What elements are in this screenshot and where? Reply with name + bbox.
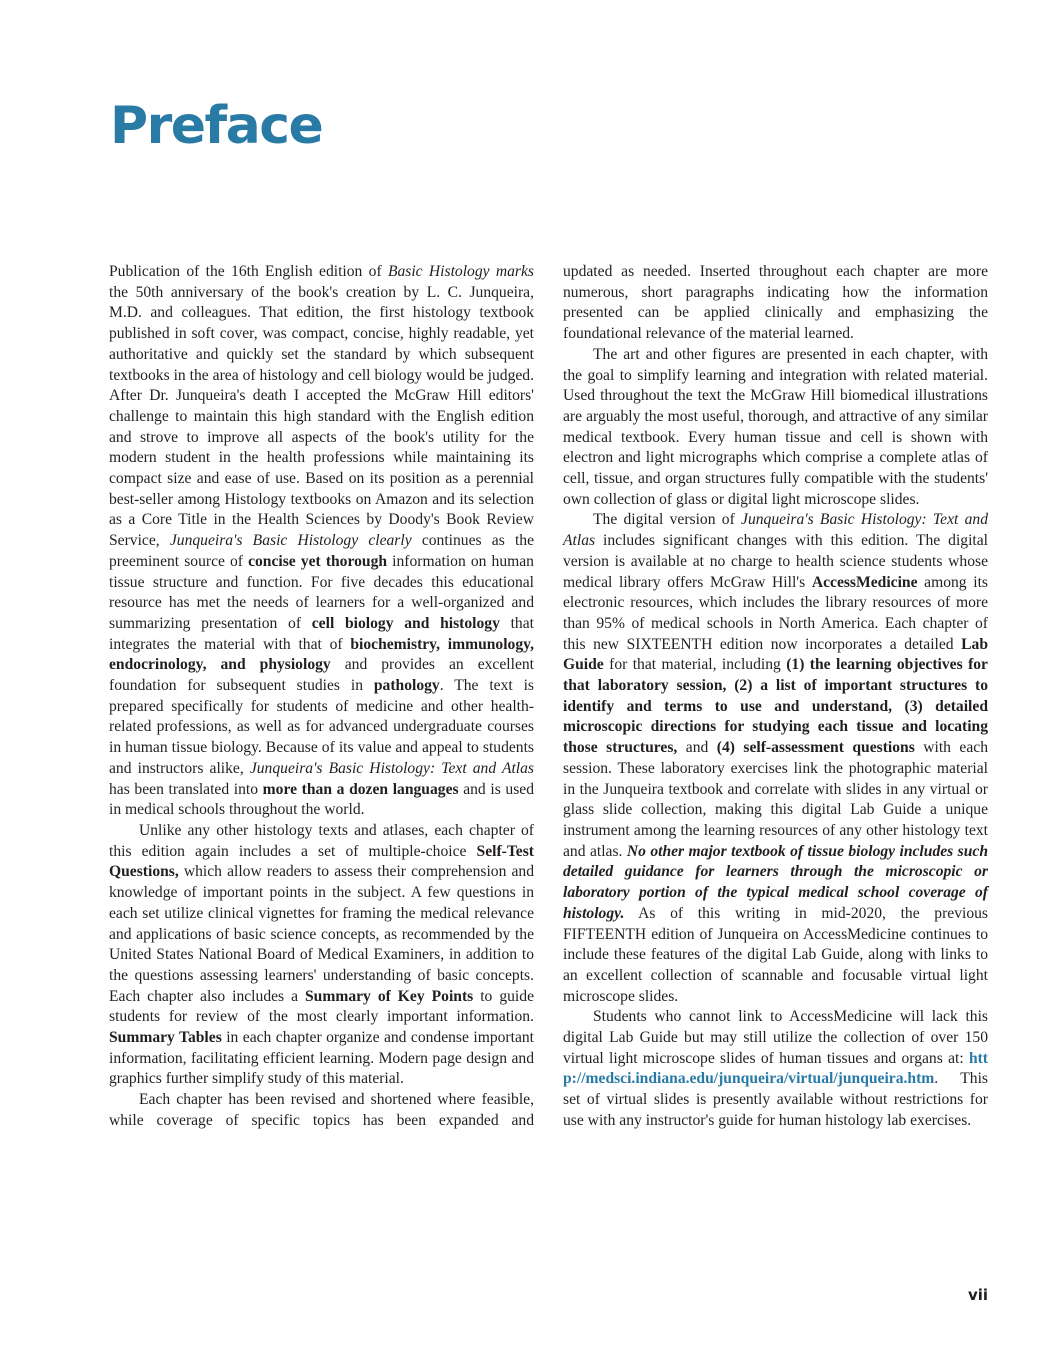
paragraph: updated as needed. Inserted throughout each chapter are more numerous, short paragraphs indicating how the information presented can be applied clinically and emphasizing the foundational relevance of the material learned. — [563, 263, 988, 343]
bold-emphasis: AccessMedicine — [811, 573, 918, 591]
text-run: As of this writing in mid-2020, the previous FIFTEENTH edition of Junqueira on AccessMedicine continues to include these features of the digital Lab Guide, along with links to an excellent collection of scannable and focusable virtual light microscope slides. — [563, 904, 988, 1005]
text-run: and provides an excellent foundation for subsequent studies in — [109, 656, 534, 695]
bold-emphasis: Summary Tables — [109, 1029, 222, 1047]
text-run: for that material, including — [603, 656, 787, 674]
bold-emphasis: Lab Guide — [563, 635, 988, 674]
text-run: among its electronic resources, which includes the library resources of more than 95% of medical schools in North America. Each chapter of this new SIXTEENTH edition now incorporates a detailed — [563, 573, 988, 653]
italic-book-title: Junqueira's Basic Histology: Text and Atlas — [249, 759, 534, 777]
text-run: has been translated into — [109, 780, 263, 798]
paragraph — [109, 262, 534, 821]
paragraph — [109, 821, 534, 1090]
italic-book-title: Basic Histology marks — [387, 263, 534, 280]
italic-book-title: Junqueira's Basic Histology: Text and Atlas — [563, 511, 988, 550]
text-run: information on human tissue structure and function. For five decades this educational resource has met the needs of learners for a well-organized and summarizing presentation of — [109, 552, 534, 632]
text-run: the 50th anniversary of the book's creation by L. C. Junqueira, M.D. and colleagues. That edition, the first histology textbook published in soft cover, was compact, concise, highly readable, yet authoritative and quickly set the standard by which subsequent textbooks in the area of histology and cell biology would be judged. After Dr. Junqueira's death I accepted the McGraw Hill editors' challenge to maintain this high standard with the English edition and strove to improve all aspects of the book's utility for the modern student in the health professions while maintaining its compact size and ease of use. Based on its position as a perennial best-seller among Histology textbooks on Amazon and its selection as a Core Title in the Health Sciences by Doody's Book Review Service, — [109, 283, 534, 550]
text-run: . This set of virtual slides is presently available without restrictions for use with any instructor's guide for human histology lab exercises. — [563, 1070, 988, 1129]
paragraph: The art and other figures are presented in each chapter, with the goal to simplify learning and integration with related material. Used throughout the text the McGraw Hill biomedical illustrations are arguably the most useful, thorough, and attractive of any similar medical textbook. Every human tissue and cell is shown with electron and light micrographs which comprise a complete atlas of cell, tissue, and organ structures fully compatible with the students' own collection of glass or digital light microscope slides. — [563, 345, 988, 508]
bold-emphasis: (1) the learning objectives for that laboratory session, (2) a list of important structures to identify and terms to use and understand, (3) detailed microscopic directions for studying each tissue and locating those structures, — [563, 656, 988, 757]
bold-emphasis: Summary of Key Points — [305, 987, 474, 1005]
virtual-slides-link[interactable]: http://medsci.indiana.edu/junqueira/virtual/junqueira.htm — [563, 1049, 988, 1088]
bold-emphasis: (4) self-assessment questions — [716, 739, 915, 757]
paragraph: Each chapter has been revised and shortened where feasible, while coverage of specific topics has been expanded and — [109, 1091, 534, 1129]
text-run: and — [677, 739, 717, 757]
text-run: to guide students for review of the most clearly important information. — [109, 987, 534, 1026]
bold-emphasis: more than a dozen languages — [262, 780, 459, 798]
text-run: that integrates the material with that of — [109, 614, 534, 653]
right-column — [563, 262, 988, 1132]
text-run: includes significant changes with this edition. The digital version is available at no charge to health science students whose medical library offers McGraw Hill's — [563, 532, 988, 591]
italic-book-title: Junqueira's Basic Histology clearly — [169, 532, 412, 550]
page-number: vii — [967, 1286, 988, 1304]
text-run: The digital version of — [593, 511, 742, 529]
bold-emphasis: cell biology and histology — [311, 614, 500, 632]
text-run: . The text is prepared specifically for students of medicine and other health-related professions, as well as for advanced undergraduate courses in human tissue biology. Because of its value and appeal to students and instructors alike, — [109, 677, 535, 777]
text-run: with each session. These laboratory exercises link the photographic material in the Junqueira textbook and correlate with slides in any virtual or glass slide collection, making this digital Lab Guide a unique instrument among the learning resources of any other histology text and atlas. — [563, 739, 988, 860]
bold-emphasis: biochemistry, immunology, endocrinology, and physiology — [109, 635, 534, 674]
text-run: and is used in medical schools throughout the world. — [109, 780, 534, 819]
paragraph — [563, 510, 988, 1007]
text-run: Unlike any other histology texts and atlases, each chapter of this edition again includes a set of multiple-choice — [109, 821, 534, 860]
text-run: continues as the preeminent source of — [109, 532, 535, 570]
bold-emphasis: Self-Test Questions, — [109, 842, 534, 881]
text-run: Publication of the 16th English edition of — [109, 263, 388, 280]
text-run: Students who cannot link to AccessMedicine will lack this digital Lab Guide but may still utilize the collection of over 150 virtual light microscope slides of human tissues and organs at: — [563, 1008, 988, 1067]
text-run: in each chapter organize and condense important information, facilitating efficient learning. Modern page design and graphics further simplify study of this material. — [109, 1029, 534, 1088]
bold-emphasis: concise yet thorough — [248, 552, 388, 570]
page-title: Preface — [110, 96, 323, 156]
bold-italic-emphasis: No other major textbook of tissue biology includes such detailed guidance for learners through the microscopic or laboratory portion of the typical medical school coverage of histology. — [563, 842, 988, 922]
paragraph — [563, 1007, 988, 1131]
bold-emphasis: pathology — [373, 677, 440, 695]
left-column — [109, 262, 534, 1132]
text-run: which allow readers to assess their comprehension and knowledge of important points in the subject. A few questions in each set utilize clinical vignettes for framing the medical relevance and applications of basic science concepts, as recommended by the United States National Board of Medical Examiners, in addition to the questions assessing learners' understanding of basic concepts. Each chapter also includes a — [109, 863, 534, 1005]
